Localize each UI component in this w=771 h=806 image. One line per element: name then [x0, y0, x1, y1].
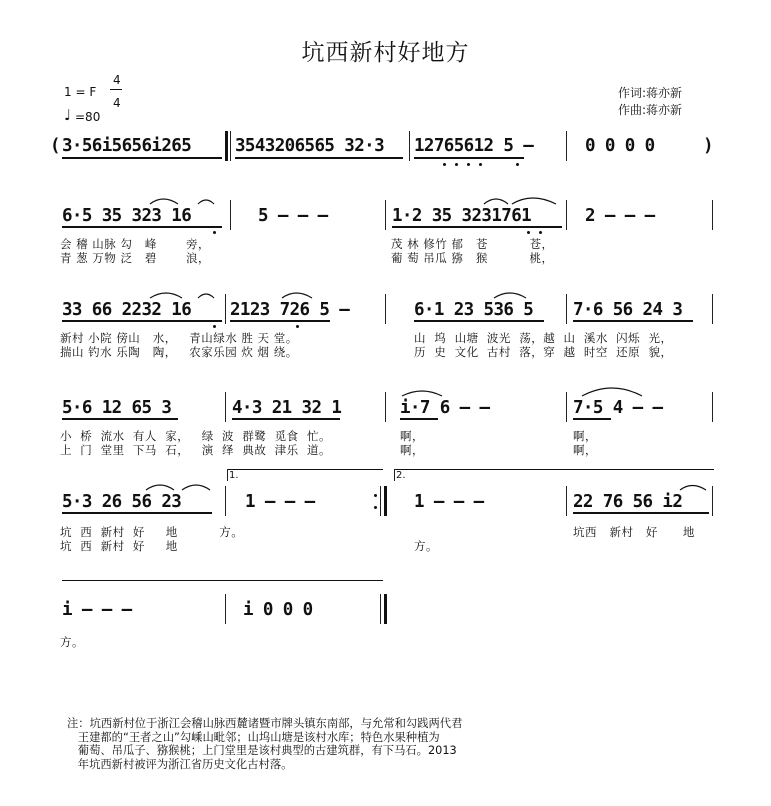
slur: [680, 486, 706, 491]
system5-measure-2: 1 – – –: [245, 492, 315, 512]
lyric-verse2: 啊，: [400, 443, 424, 457]
system2-measure-2: 5 – – –: [258, 206, 328, 226]
lyric-verse2: 方。: [414, 539, 438, 553]
slur: [582, 388, 642, 396]
footnote-line: 年坑西新村被评为浙江省历史文化古村落。: [67, 757, 293, 771]
lyric-verse2: 青 葱 万物 泛 碧 浪，: [60, 251, 211, 265]
lyric-verse1: 坑 西 新村 好 地 方。: [60, 525, 244, 539]
slur: [402, 391, 442, 396]
lyric-verse2: 葡 萄 吊瓜 猕 猴 桃，: [391, 251, 554, 265]
volta-2-label: 2.: [396, 470, 406, 481]
system2-measure-3: 1·2 35 3231761: [392, 206, 532, 226]
lyric-verse1: 小 桥 流水 有人 家， 绿 波 群鹭 觅食 忙。: [60, 429, 331, 443]
lyric-verse1: 山 坞 山塘 波光 荡，越 山 溪水 闪烁 光，: [414, 331, 673, 345]
lyric-verse1: 啊，: [573, 429, 597, 443]
open-paren: (: [50, 136, 60, 156]
tempo-marking: =80: [75, 110, 101, 124]
footnote-line: 王建都的“王者之山”勾嵊山毗邻；山坞山塘是该村水库；特色水果种植为: [67, 730, 440, 744]
lyric-verse1: 啊，: [400, 429, 424, 443]
slur: [198, 200, 214, 204]
system2-measure-4: 2 – – –: [585, 206, 655, 226]
close-paren: ): [703, 136, 713, 156]
system1-measure-2: 3543206565 32·3: [235, 136, 385, 156]
system6-measure-1: i – – –: [62, 600, 132, 620]
slur: [182, 485, 210, 490]
slur: [150, 293, 182, 298]
slur: [282, 293, 312, 298]
system4-measure-3: i·7 6 – –: [400, 398, 490, 418]
system5-measure-4: 22 76 56 i2: [573, 492, 683, 512]
system1-measure-1: 3·56i5656i265: [62, 136, 192, 156]
lyric-verse1: 坑西 新村 好 地: [573, 525, 695, 539]
lyric-verse2: 上 门 堂里 下马 石， 演 绎 典故 津乐 道。: [60, 443, 331, 457]
system6-measure-2: i 0 0 0: [243, 600, 313, 620]
system4-measure-4: 7·5 4 – –: [573, 398, 663, 418]
lyric-verse1: 新村 小院 傍山 水， 青山绿水 胜 天 堂。: [60, 331, 298, 345]
composer-credit: 作曲:蒋亦新: [618, 103, 683, 117]
system1-measure-3: 12765612 5 –: [414, 136, 534, 156]
slur: [484, 199, 508, 204]
system4-measure-1: 5·6 12 65 3: [62, 398, 172, 418]
volta-1-label: 1.: [229, 470, 239, 481]
lyric-verse1: 茂 林 修竹 郁 苍 苍，: [391, 237, 554, 251]
footnote-line: 葡萄、吊瓜子、猕猴桃；上门堂里是该村典型的古建筑群，有下马石。2013: [67, 744, 457, 757]
system5-measure-1: 5·3 26 56 23: [62, 492, 182, 512]
slur: [146, 485, 174, 490]
lyricist-credit: 作词:蒋亦新: [618, 86, 683, 100]
lyric-verse2: 历 史 文化 古村 落，穿 越 时空 还原 貌，: [414, 345, 673, 359]
lyric-verse2: 啊，: [573, 443, 597, 457]
quarter-note-icon: ♩: [64, 106, 72, 124]
slur: [494, 293, 526, 298]
system3-measure-1: 33 66 2232 16: [62, 300, 192, 320]
time-signature-bottom: 4: [113, 96, 121, 110]
time-signature-top: 4: [113, 73, 121, 87]
slur: [150, 199, 178, 204]
key-signature: 1 = F: [64, 85, 97, 99]
slur: [512, 198, 556, 204]
system3-measure-2: 2123 726 5 –: [230, 300, 350, 320]
system3-measure-3: 6·1 23 536 5: [414, 300, 534, 320]
system4-measure-2: 4·3 21 32 1: [232, 398, 342, 418]
lyric-verse2: 坑 西 新村 好 地: [60, 539, 178, 553]
slur: [198, 294, 214, 298]
system1-measure-4: 0 0 0 0: [585, 136, 655, 156]
footnote: [67, 717, 462, 771]
page-title: 坑西新村好地方: [301, 40, 470, 66]
lyric-verse2: 揣山 钓水 乐陶 陶， 农家乐园 炊 烟 绕。: [60, 345, 298, 359]
lyric-final: 方。: [60, 635, 84, 649]
lyric-verse1: 会 稽 山脉 勾 峰 旁，: [60, 237, 211, 251]
system3-measure-4: 7·6 56 24 3: [573, 300, 683, 320]
footnote-line: 注：坑西新村位于浙江会稽山脉西麓诸暨市牌头镇东南部，与允常和勾践两代君: [67, 717, 463, 730]
system5-measure-3: 1 – – –: [414, 492, 484, 512]
system2-measure-1: 6·5 35 323 16: [62, 206, 192, 226]
